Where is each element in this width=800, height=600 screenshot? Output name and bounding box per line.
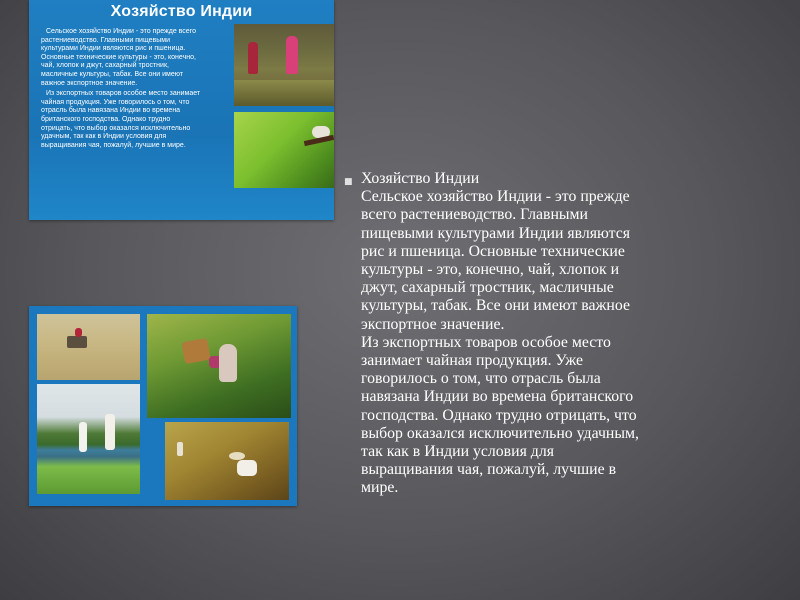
info-card-line: пожалуй, лучшие в мире.	[103, 141, 186, 149]
paragraph-line: Сельское хозяйство Индии - это прежде	[361, 188, 630, 206]
tractor-field-photo	[37, 314, 140, 380]
info-card-text	[41, 28, 203, 152]
info-card-line: рис и пшеница. Основные технические	[41, 45, 186, 61]
info-card-line: трудно отрицать, что выбор оказался	[41, 115, 171, 132]
info-card-line: Из экспортных товаров особое место	[46, 90, 168, 98]
paragraph-line: навязана Индии во времена британского	[361, 388, 634, 406]
info-card-image	[29, 0, 334, 220]
field-workers-photo	[234, 24, 334, 106]
info-card-line: культуры, табак. Все они имеют важное	[41, 70, 184, 87]
info-card-title: Хозяйство Индии	[110, 3, 253, 20]
harvest-worker-photo	[165, 422, 289, 500]
paragraph-line: занимает чайная продукция. Уже	[361, 352, 584, 370]
square-bullet-icon: ■	[344, 177, 353, 187]
paragraph-line: всего растениеводство. Главными	[361, 206, 588, 224]
paragraph-line: рис и пшеница. Основные технические	[361, 242, 625, 260]
paragraph-line: выбор оказался исключительно удачным,	[361, 424, 639, 442]
info-card-line: пищевыми культурами Индии являются	[41, 36, 170, 53]
info-card-line: джут, сахарный тростник, масличные	[41, 62, 169, 78]
paragraph-line: культуры, табак. Все они имеют важное	[361, 297, 630, 315]
info-card-line: британского господства. Однако	[41, 115, 147, 123]
paragraph-line: говорилось о том, что отрасль была	[361, 370, 601, 388]
info-card-line: Индии условия для выращивания чая,	[41, 133, 167, 149]
info-card-line: всего растениеводство. Главными	[41, 28, 196, 44]
paragraph-line: культуры - это, конечно, чай, хлопок и	[361, 261, 620, 279]
field-men-photo	[37, 384, 140, 494]
info-card-line: навязана Индии во времена	[87, 107, 181, 115]
paragraph-line: так как в Индии условия для	[361, 443, 554, 461]
paragraph-line: экспортное значение.	[361, 315, 505, 333]
tea-picker-photo	[147, 314, 291, 418]
heading: Хозяйство Индии	[361, 170, 480, 187]
paragraph-line: выращивания чая, пожалуй, лучшие в	[361, 461, 617, 479]
info-card-line: культуры - это, конечно, чай, хлопок и	[41, 53, 196, 70]
info-card-line: экспортное значение.	[66, 79, 138, 87]
paragraph-line: пищевыми культурами Индии являются	[361, 224, 630, 242]
info-card-line: Сельское хозяйство Индии - это прежде	[46, 28, 177, 35]
info-card-line: занимает чайная продукция. Уже	[41, 90, 201, 106]
agriculture-photo-collage	[29, 306, 297, 506]
paragraph-line: мире.	[361, 479, 399, 497]
info-card-line: говорилось о том, что отрасль была	[41, 98, 190, 115]
main-text-block	[344, 170, 781, 498]
info-card-line: исключительно удачным, так как в	[41, 124, 191, 141]
paragraph-line: джут, сахарный тростник, масличные	[361, 279, 614, 297]
paragraph-line: Из экспортных товаров особое место	[361, 333, 611, 351]
rice-seedlings-photo	[234, 112, 334, 188]
paragraph-line: господства. Однако трудно отрицать, что	[361, 406, 637, 424]
